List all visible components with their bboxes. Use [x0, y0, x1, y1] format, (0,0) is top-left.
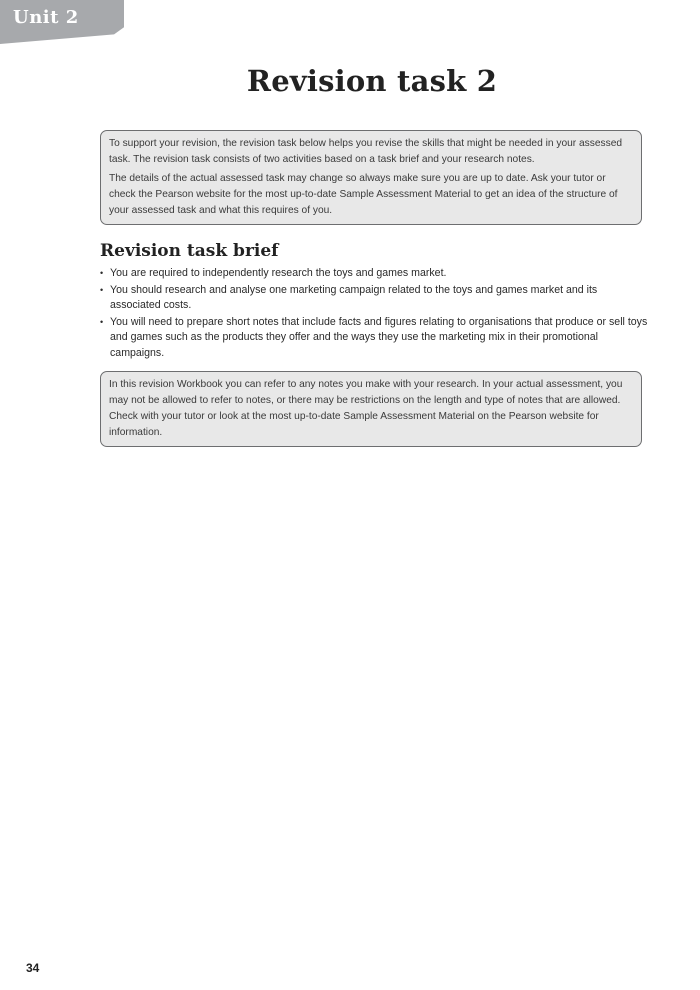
task-brief-list	[100, 266, 648, 362]
unit-label: Unit 2	[13, 7, 79, 28]
task-brief-bullet: • You should research and analyse one marketing campaign related to the toys and games market and its associated costs.	[100, 283, 648, 314]
intro-info-box	[100, 130, 642, 225]
task-brief-bullet: • You will need to prepare short notes that include facts and figures relating to organisations that produce or sell toys and games such as the products they offer and the ways they use the marketing mix in their promotional campaigns.	[100, 315, 648, 362]
intro-paragraph-1: To support your revision, the revision task below helps you revise the skills that might be needed in your assessed task. The revision task consists of two activities based on a task brief and your research notes.	[109, 138, 623, 165]
task-brief-bullet: • You are required to independently research the toys and games market.	[100, 266, 648, 282]
intro-paragraph-2: The details of the actual assessed task may change so always make sure you are up to date. Ask your tutor or check the Pearson website for the most up-to-date Sample Assessment Material to get an idea of the structure of your assessed task and what this requires of you.	[109, 173, 618, 216]
page-number: 34	[26, 961, 40, 975]
notes-info-box	[100, 371, 642, 447]
notes-paragraph: In this revision Workbook you can refer to any notes you make with your research. In your actual assessment, you may not be allowed to refer to notes, or there may be restrictions on the length and type of notes that are allowed. Check with your tutor or look at the most up-to-date Sample Assessment Material on the Pearson website for information.	[109, 379, 623, 438]
page-title: Revision task 2	[246, 64, 498, 98]
task-brief-heading: Revision task brief	[100, 241, 279, 261]
